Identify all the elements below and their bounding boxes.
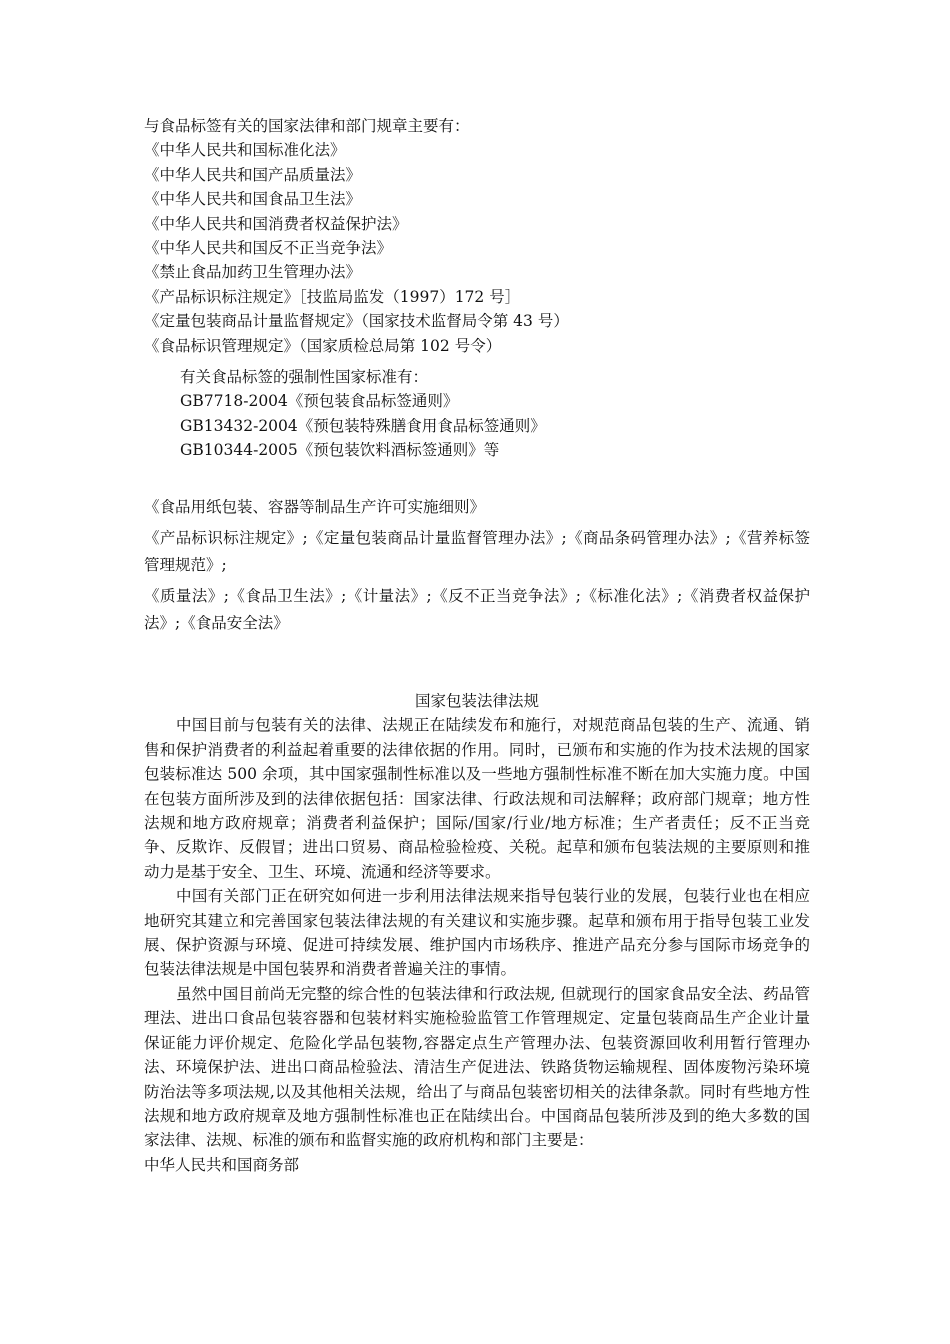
regulation-line: 《产品标识标注规定》;《定量包装商品计量监督管理办法》;《商品条码管理办法》;《营养标签管理规范》; xyxy=(144,529,810,574)
standard-item: GB13432-2004《预包装特殊膳食用食品标签通则》 xyxy=(180,416,546,435)
law-item: 《中华人民共和国产品质量法》 xyxy=(144,165,362,184)
related-regulations-block xyxy=(144,494,810,641)
law-item: 《食品标识管理规定》（国家质检总局第 102 号令） xyxy=(144,336,502,355)
laws-intro: 与食品标签有关的国家法律和部门规章主要有： xyxy=(144,117,470,135)
law-item: 《禁止食品加药卫生管理办法》 xyxy=(144,263,362,282)
standard-item: GB7718-2004《预包装食品标签通则》 xyxy=(180,392,459,411)
body-paragraph: 中国有关部门正在研究如何进一步利用法律法规来指导包装行业的发展，包装行业也在相应地研究其建立和完善国家包装法律法规的有关建议和实施步骤。起草和颁布用于指导包装工业发展、保护资源与环境、促进可持续发展、维护国内市场秩序、推进产品充分参与国际市场竞争的包装法律法规是中国包装界和消费者普遍关注的事情。 xyxy=(144,887,810,979)
section-title: 国家包装法律法规 xyxy=(414,692,539,710)
law-item: 《定量包装商品计量监督规定》（国家技术监督局令第 43 号） xyxy=(144,312,569,331)
standards-intro: 有关食品标签的强制性国家标准有： xyxy=(180,368,429,386)
law-item: 《中华人民共和国消费者权益保护法》 xyxy=(144,214,408,233)
regulation-line: 《质量法》;《食品卫生法》;《计量法》;《反不正当竞争法》;《标准化法》;《消费者权益保护法》;《食品安全法》 xyxy=(144,587,810,632)
law-item: 《中华人民共和国食品卫生法》 xyxy=(144,190,362,209)
law-item: 《中华人民共和国反不正当竞争法》 xyxy=(144,239,393,258)
body-paragraph: 虽然中国目前尚无完整的综合性的包装法律和行政法规, 但就现行的国家食品安全法、药品管理法、进出口食品包装容器和包装材料实施检验监管工作管理规定、定量包装商品生产企业计量保证能力评价规定、危险化学品包装物,容器定点生产管理办法、包装资源回收利用暂行管理办法、环境保护法、进出口商品检验法、清洁生产促进法、铁路货物运输规程、固体废物污染环境防治法等多项法规,以及其他相关法规，给出了与商品包装密切相关的法律条款。同时有些地方性法规和地方政府规章及地方强制性标准也正在陆续出台。中国商品包装所涉及到的绝大多数的国家法律、法规、标准的颁布和监督实施的政府机构和部门主要是： xyxy=(144,984,810,1150)
regulation-line: 《食品用纸包装、容器等制品生产许可实施细则》 xyxy=(144,498,486,516)
packaging-law-section xyxy=(144,689,810,1177)
law-item: 《中华人民共和国标准化法》 xyxy=(144,141,346,160)
law-item: 《产品标识标注规定》［技监局监发（1997）172 号］ xyxy=(144,287,521,306)
ministry-line: 中华人民共和国商务部 xyxy=(144,1155,300,1174)
mandatory-standards-list xyxy=(144,365,810,463)
body-paragraph: 中国目前与包装有关的法律、法规正在陆续发布和施行，对规范商品包装的生产、流通、销售和保护消费者的利益起着重要的法律依据的作用。同时，已颁布和实施的作为技术法规的国家包装标准达 500 余项，其中国家强制性标准以及一些地方强制性标准不断在加大实施力度。中国在包装方面所涉及到的法律依据包括：国家法律、行政法规和司法解释；政府部门规章；地方性法规和地方政府规章；消费者利益保护；国际/国家/行业/地方标准；生产者责任；反不正当竞争、反欺诈、反假冒；进出口贸易、商品检验检疫、关税。起草和颁布包装法规的主要原则和推动力是基于安全、卫生、环境、流通和经济等要求。 xyxy=(144,716,810,881)
food-label-laws-list xyxy=(144,114,810,358)
standard-item: GB10344-2005《预包装饮料酒标签通则》等 xyxy=(180,441,500,460)
